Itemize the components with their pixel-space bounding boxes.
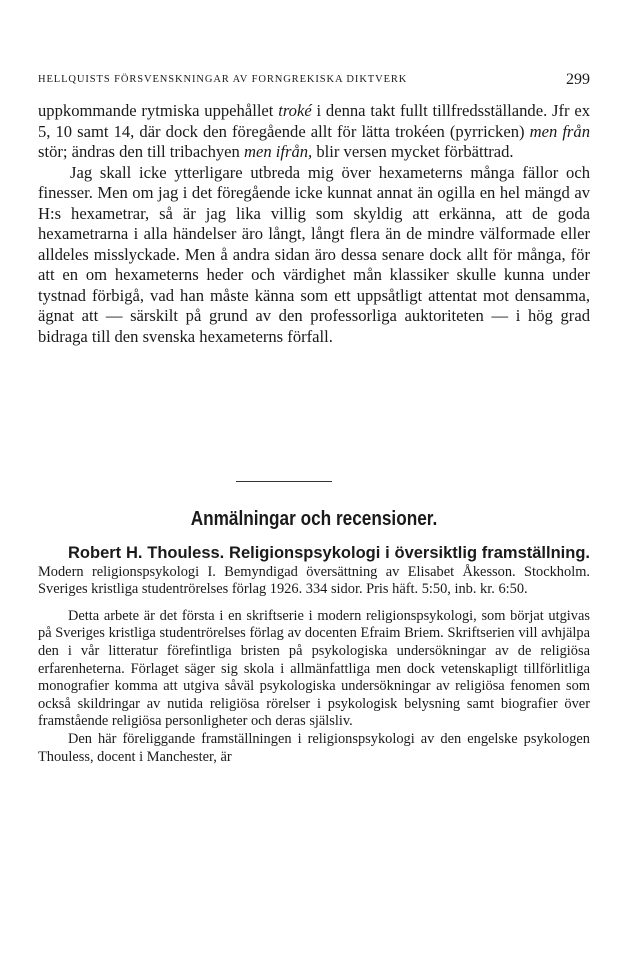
- review-section: [38, 545, 590, 766]
- section-title: Anmälningar och recensioner.: [190, 508, 438, 530]
- review-heading: Robert H. Thouless. Religionspsykologi i översiktlig framställning.: [68, 544, 590, 562]
- section-divider: [236, 481, 332, 482]
- running-head-title: HELLQUISTS FÖRSVENSKNINGAR AV FORNGREKISKA DIKTVERK: [38, 74, 408, 85]
- text-run: blir versen mycket förbättrad.: [312, 142, 514, 161]
- main-text: [38, 101, 590, 347]
- italic-term: men ifrån,: [243, 142, 313, 161]
- bibliographic-details: Modern religionspsykologi I. Bemyndigad översättning av Elisabet Åkesson. Stockholm. Sveriges kristliga studentrörelses förlag 1926. 334 sidor. Pris häft. 5:50, inb. kr. 6:50.: [38, 563, 590, 598]
- paragraph-hexameter-conclusion: Jag skall icke ytterligare utbreda mig över hexameterns många fällor och finesser. Men om jag i det föregående icke kunnat annat än ogilla en hel mängd av H:s hexametrar, så är jag lika villig som skyldig att erkänna, att de goda hexametrarna i alla händelser äro långt, långt flera än de mindre välformade eller alldeles misslyckade. Men å andra sidan äro dessa senare dock allt för många, för att en om hexameterns heder och värdighet mån klassiker skulle kunna under tystnad förbigå, vad han måste känna som ett uppsåtligt attentat mot densamma, ägnat att — särskilt på grund av den professorliga auktoriteten — i hög grad bidraga till den svenska hexameterns förfall.: [38, 162, 590, 346]
- book-page: [38, 0, 590, 972]
- review-paragraph: Den här föreliggande framställningen i religionspsykologi av den engelske psykologen Thouless, docent i Manchester, är: [38, 730, 590, 765]
- page-number: 299: [566, 71, 590, 88]
- text-run: uppkommande rytmiska uppehållet: [38, 101, 279, 120]
- text-run: i denna takt fullt tillfredsställande. Jfr ex 5, 10 samt 14, där dock den föregående allt för lätta trokéen (pyrricken): [38, 101, 590, 141]
- italic-term: men från: [529, 121, 590, 141]
- review-bibliography: [38, 545, 590, 599]
- running-head: [38, 71, 590, 90]
- text-run: stör; ändras den till tribachyen: [38, 142, 244, 161]
- paragraph-continuation: [38, 101, 590, 163]
- italic-term: troké: [278, 101, 312, 120]
- review-paragraph: Detta arbete är det första i en skriftserie i modern religionspsykologi, som börjat utgivas på Sveriges kristliga studentrörelses förlag av docenten Efraim Briem. Skriftserien vill avhjälpa den i vår litteratur förefintliga bristen på psykologiska undersökningar av de religiösa erfarenheterna. Förlaget säger sig skola i allmänfattliga men dock vetenskapligt tillförlitliga monografier komma att utgiva såväl psykologiska undersökningar av religiösa fenomen som också skildringar av nutida religiösa rörelser i psykologisk belysning samt biografier över framstående religiösa personligheter och deras själsliv.: [38, 607, 590, 730]
